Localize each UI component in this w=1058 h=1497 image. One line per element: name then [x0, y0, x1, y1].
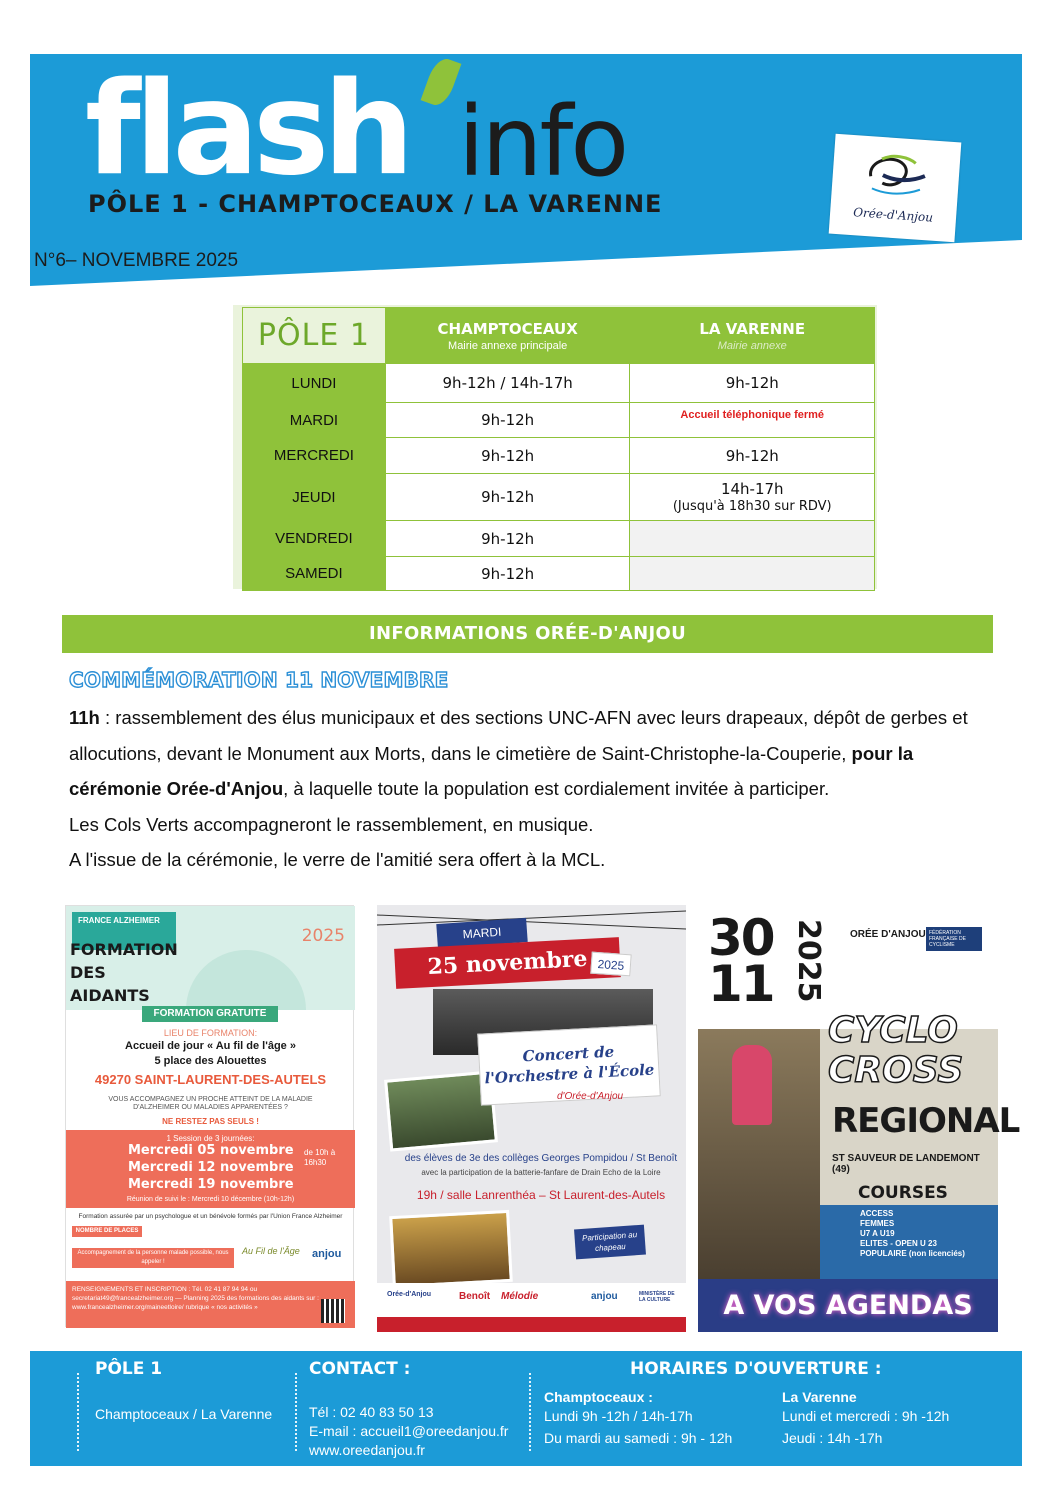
warning-text: NE RESTEZ PAS SEULS ! [162, 1117, 259, 1126]
section-band: INFORMATIONS ORÉE-D'ANJOU [62, 615, 993, 653]
lieu-label: LIEU DE FORMATION: [163, 1028, 258, 1038]
partner-logo: Mélodie [501, 1291, 539, 1302]
hours-cell: 9h-12h [630, 364, 875, 403]
time-venue-line: 19h / salle Lanrenthéa – St Laurent-des-Autels [416, 1188, 666, 1202]
date-banner: 25 novembre [394, 937, 621, 989]
courses-label: COURSES [858, 1183, 948, 1203]
partner-logos [377, 1283, 686, 1317]
email-link[interactable]: E-mail : accueil1@oreedanjou.fr [309, 1423, 509, 1439]
day-cell: MERCREDI [243, 438, 386, 474]
issue-number: N°6– NOVEMBRE 2025 [34, 250, 239, 271]
footer-heading: HORAIRES D'OUVERTURE : [630, 1359, 882, 1379]
oree-anjou-logo [829, 134, 962, 243]
hours-line: Du mardi au samedi : 9h - 12h [544, 1430, 733, 1446]
closed-notice: Accueil téléphonique fermé [630, 403, 875, 438]
sessions-label: 1 Session de 3 journées: [166, 1134, 255, 1143]
column-champtoceaux [385, 308, 630, 364]
concert-subtitle: d'Orée-d'Anjou [557, 1091, 624, 1102]
footer-hours-heading [630, 1359, 882, 1379]
footer-pole [95, 1359, 272, 1425]
event-year: 2025 [791, 919, 826, 1003]
free-badge: FORMATION GRATUITE [142, 1006, 278, 1022]
column-subtitle: Mairie annexe principale [448, 339, 568, 352]
date-day: 30 [708, 909, 774, 967]
table-header-row [243, 308, 875, 364]
participation-line: avec la participation de la batterie-fanfare de Drain Echo de la Loire [421, 1168, 661, 1177]
header-subtitle: PÔLE 1 - CHAMPTOCEAUX / LA VARENNE [88, 190, 663, 218]
hours-cell: 9h-12h [630, 438, 875, 474]
date-line: Mercredi 05 novembre [128, 1143, 294, 1158]
fil-age-logo: Au Fil de l'Âge [242, 1246, 300, 1256]
musicians-photo [389, 1210, 513, 1288]
poster-concert [377, 905, 686, 1332]
ceremony-bold: pour la cérémonie Orée-d'Anjou [69, 742, 914, 799]
table-row [243, 474, 875, 521]
table-row [243, 521, 875, 557]
list-item: POPULAIRE (non licenciés) [860, 1249, 965, 1258]
hanging-cables [377, 905, 686, 935]
hours-subtitle: La Varenne [782, 1389, 857, 1405]
logo-text: Orée-d'Anjou [852, 205, 934, 225]
race-categories [820, 1205, 998, 1279]
footer-text: Champtoceaux / La Varenne [95, 1406, 273, 1422]
poster-title [70, 938, 178, 1007]
title-flash: flash [85, 55, 409, 204]
org-badge: FRANCE ALZHEIMER [72, 912, 176, 950]
title-info: info [458, 86, 627, 198]
pole-label: PÔLE 1 [243, 308, 386, 364]
hours-cell: 9h-12h [385, 557, 630, 591]
date-month: 11 [708, 955, 774, 1013]
title-line: FORMATION [70, 940, 178, 959]
cyclocross-title [828, 1011, 963, 1091]
agenda-banner: A VOS AGENDAS [698, 1279, 998, 1332]
column-title: LA VARENNE [699, 319, 806, 338]
hours-cell: 9h-12h [385, 474, 630, 521]
hours-cell: 9h-12h [385, 438, 630, 474]
date-line: Mercredi 19 novembre [128, 1177, 294, 1192]
poster-cyclocross [698, 905, 1020, 1332]
schools-line: des élèves de 3e des collèges Georges Pompidou / St Benoît [404, 1153, 678, 1164]
empty-cell [630, 557, 875, 591]
day-cell: LUNDI [243, 364, 386, 403]
partner-logo: MINISTÈRE DE LA CULTURE [639, 1291, 675, 1303]
column-title: CHAMPTOCEAUX [437, 319, 578, 338]
paragraph-text: , à laquelle toute la population est cordialement invitée à participer. [283, 778, 830, 799]
empty-cell [630, 521, 875, 557]
followup-text: Réunion de suivi le : Mercredi 10 décembre (10h-12h) [126, 1196, 295, 1203]
table-row [243, 438, 875, 474]
paragraph: A l'issue de la cérémonie, le verre de l'amitié sera offert à la MCL. [69, 849, 606, 870]
poster-bottom-strip [377, 1317, 686, 1332]
date-line: Mercredi 12 novembre [128, 1160, 294, 1175]
day-cell: JEUDI [243, 474, 386, 521]
day-cell: VENDREDI [243, 521, 386, 557]
day-tag: MARDI [436, 918, 527, 948]
hours-line: Jeudi : 14h -17h [782, 1430, 883, 1446]
website-link[interactable]: www.oreedanjou.fr [309, 1442, 425, 1458]
organizer-logo: ORÉE D'ANJOU [850, 929, 926, 940]
commemoration-text [69, 700, 999, 878]
paragraph-text: : rassemblement des élus municipaux et des sections UNC-AFN avec leurs drapeaux, dépôt de gerbes et allocutions, devant le Monument aux Morts, dans le cimetière de Saint-Christophe-la-Couperie, [69, 707, 968, 764]
title-line: AIDANTS [70, 986, 150, 1005]
footer-contact [309, 1359, 508, 1460]
opening-hours-table [233, 305, 877, 589]
address-line: 5 place des Alouettes [154, 1055, 267, 1067]
hours-note: (Jusqu'à 18h30 sur RDV) [672, 499, 832, 514]
list-item: ACCESS [860, 1209, 894, 1218]
day-cell: SAMEDI [243, 557, 386, 591]
table-row [243, 403, 875, 438]
paragraph [69, 700, 999, 807]
commemoration-title: COMMÉMORATION 11 NOVEMBRE [69, 668, 449, 692]
hours-label: de 10h à 16h30 [304, 1148, 336, 1167]
anjou-logo: anjou [312, 1248, 342, 1260]
event-location: ST SAUVEUR DE LANDEMONT (49) [832, 1153, 980, 1175]
city-line: 49270 SAINT-LAURENT-DES-AUTELS [94, 1072, 327, 1087]
concert-title: Concert de l'Orchestre à l'École [477, 1024, 661, 1105]
time-bold: 11h [69, 707, 100, 728]
question-text: VOUS ACCOMPAGNEZ UN PROCHE ATTEINT DE LA MALADIE D'ALZHEIMER OU MALADIES APPARENTÉES ? [108, 1096, 313, 1111]
dotted-divider [77, 1373, 79, 1451]
list-item: FEMMES [860, 1219, 895, 1228]
list-item: ELITES - OPEN U 23 [860, 1239, 937, 1248]
poster-footer: RENSEIGNEMENTS ET INSCRIPTION : Tél. 02 41 87 94 94 ou secretariat49@francealzheimer.org — Planning 2025 des formations des aidants sur : www.francealzheimer.org/maineetloire/ rubrique « nos activités » [66, 1281, 355, 1328]
hat-participation: Participation au chapeau [574, 1225, 646, 1260]
hours-cell [630, 474, 875, 521]
hours-subtitle: Champtoceaux : [544, 1389, 653, 1405]
event-date [708, 909, 774, 1013]
footer-heading: PÔLE 1 [95, 1359, 163, 1379]
day-cell: MARDI [243, 403, 386, 438]
dotted-divider [295, 1373, 297, 1451]
logo-swirl-icon [861, 148, 928, 202]
limited-places: NOMBRE DE PLACES LIMITÉ [72, 1226, 142, 1237]
paragraph: Les Cols Verts accompagneront le rassemblement, en musique. [69, 813, 594, 835]
dotted-divider [529, 1373, 531, 1451]
venue-line: Accueil de jour « Au fil de l'âge » [125, 1040, 296, 1052]
footer-heading: CONTACT : [309, 1359, 411, 1379]
title-line: CROSS [828, 1050, 964, 1091]
column-la-varenne [630, 308, 875, 364]
poster-formation-aidants [65, 905, 354, 1327]
federation-logo: FÉDÉRATION FRANÇAISE DE CYCLISME [926, 927, 982, 951]
hours-line: Lundi et mercredi : 9h -12h [782, 1408, 950, 1424]
formation-note: Formation assurée par un psychologue et un bénévole formés par l'Union France Alzheimer [78, 1213, 343, 1220]
list-item: U7 A U19 [860, 1229, 895, 1238]
title-line: CYCLO [828, 1010, 958, 1051]
hours-cell: 9h-12h [385, 521, 630, 557]
qr-code-icon [321, 1299, 345, 1323]
rider-figure [732, 1045, 772, 1125]
title-line: DES [70, 963, 106, 982]
hours-line: Lundi 9h -12h / 14h-17h [544, 1408, 693, 1424]
table-row [243, 364, 875, 403]
partner-logo: Benoît [459, 1291, 491, 1302]
column-subtitle: Mairie annexe [717, 339, 787, 352]
hours-cell: 9h-12h [385, 403, 630, 438]
regional-title: REGIONAL [832, 1101, 1020, 1141]
poster-year: 2025 [301, 926, 345, 946]
accompaniment-note: Accompagnement de la personne malade possible, nous appeler ! [72, 1248, 234, 1268]
footer-hours-champtoceaux [544, 1389, 732, 1449]
hours-cell: 9h-12h / 14h-17h [385, 364, 630, 403]
partner-logo: Orée-d'Anjou [387, 1291, 432, 1298]
footer [30, 1351, 1022, 1466]
phone-text: Tél : 02 40 83 50 13 [309, 1404, 434, 1420]
partner-logo: anjou [591, 1291, 618, 1302]
hours-value: 14h-17h [720, 480, 784, 498]
footer-hours-varenne [782, 1389, 949, 1449]
table-row [243, 557, 875, 591]
header-banner [30, 54, 1022, 289]
year-tag: 2025 [590, 952, 631, 977]
dates-box [66, 1130, 355, 1208]
